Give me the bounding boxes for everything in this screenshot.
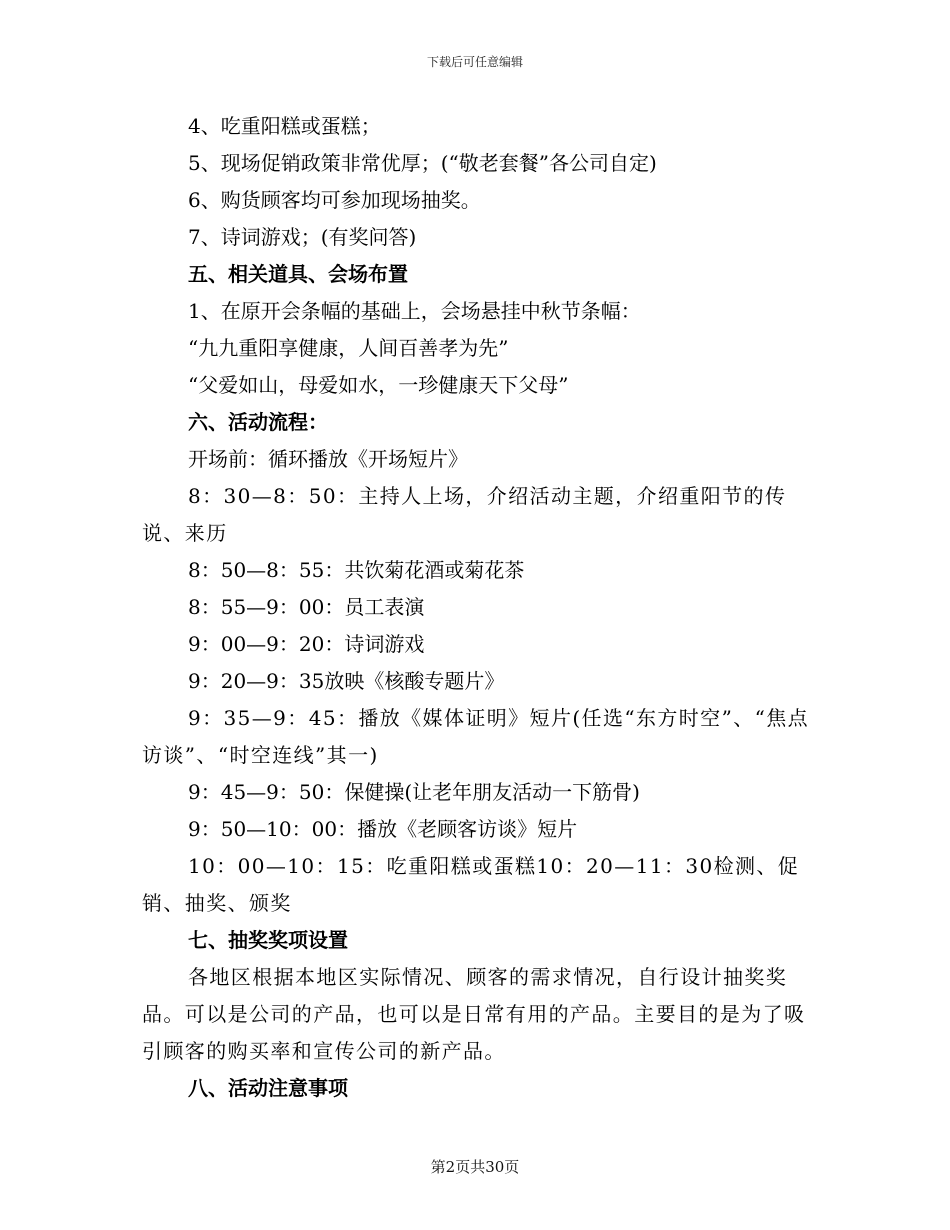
section-heading-5: 五、相关道具、会场布置 (188, 262, 408, 286)
schedule-item-7: 9：45—9：50：保健操(让老年朋友活动一下筋骨) (188, 780, 640, 804)
schedule-item-pre: 开场前：循环播放《开场短片》 (188, 447, 468, 471)
list-item-6: 6、购货顾客均可参加现场抽奖。 (188, 188, 481, 212)
page-footer-number: 第2页共30页 (430, 1158, 520, 1176)
schedule-item-3: 8：55—9：00：员工表演 (188, 595, 425, 619)
prize-paragraph: 各地区根据本地区实际情况、顾客的需求情况，自行设计抽奖奖品。可以是公司的产品，也可以是日常有用的产品。主要目的是为了吸引顾客的购买率和宣传公司的新产品。 (142, 965, 806, 1063)
schedule-item-6: 9：35—9：45：播放《媒体证明》短片(任选“东方时空”、“焦点访谈”、“时空连线”其一) (142, 706, 810, 767)
banner-text-1: “九九重阳享健康，人间百善孝为先” (188, 336, 509, 360)
list-item-5: 5、现场促销政策非常优厚；(“敬老套餐”各公司自定) (188, 151, 657, 175)
schedule-item-4: 9：00—9：20：诗词游戏 (188, 632, 425, 656)
page-header-note: 下载后可任意编辑 (426, 55, 523, 69)
banner-text-2: “父爱如山，母爱如水，一珍健康天下父母” (188, 373, 569, 397)
list-item-4: 4、吃重阳糕或蛋糕； (188, 114, 381, 138)
document-body (142, 108, 812, 1107)
schedule-item-8: 9：50—10：00：播放《老顾客访谈》短片 (188, 817, 578, 841)
schedule-item-2: 8：50—8：55：共饮菊花酒或菊花茶 (188, 558, 525, 582)
list-item-7: 7、诗词游戏；(有奖问答) (188, 225, 417, 249)
section-heading-8: 八、活动注意事项 (188, 1076, 348, 1100)
section-heading-6: 六、活动流程： (188, 410, 328, 434)
schedule-item-5: 9：20—9：35放映《核酸专题片》 (188, 669, 505, 693)
banner-intro: 1、在原开会条幅的基础上，会场悬挂中秋节条幅： (188, 299, 641, 323)
section-heading-7: 七、抽奖奖项设置 (188, 928, 348, 952)
schedule-item-1: 8：30—8：50：主持人上场，介绍活动主题，介绍重阳节的传说、来历 (142, 484, 787, 545)
schedule-item-9: 10：00—10：15：吃重阳糕或蛋糕10：20—11：30检测、促销、抽奖、颁奖 (142, 854, 800, 915)
